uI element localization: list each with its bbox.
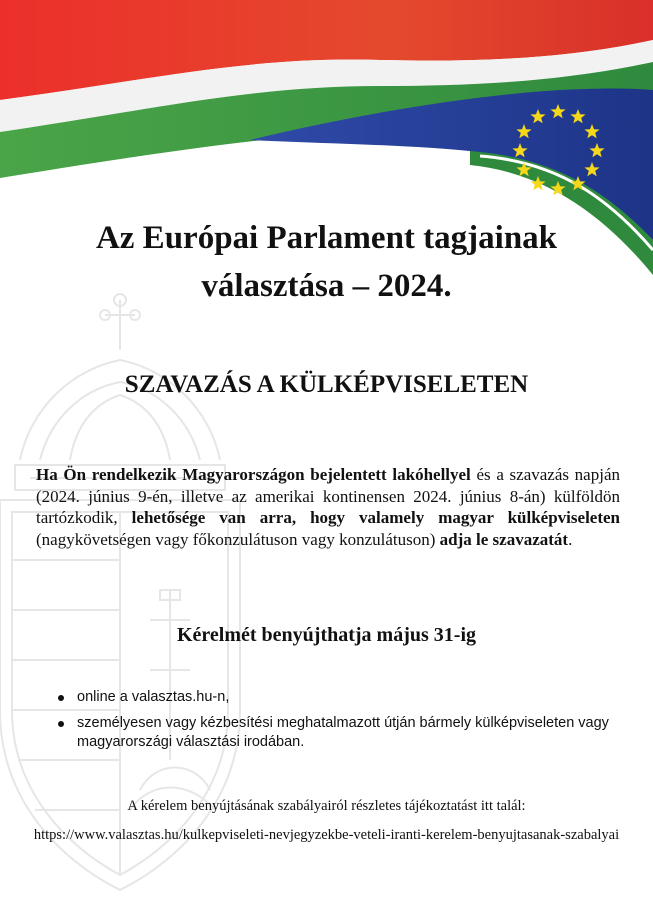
intro-bold-possibility: lehetősége van arra, hogy valamely magyar külképviseleten	[131, 508, 620, 527]
deadline-heading: Kérelmét benyújthatja május 31-ig	[176, 624, 477, 646]
bullet-icon	[58, 721, 64, 727]
page-subtitle: SZAVAZÁS A KÜLKÉPVISELETEN	[124, 371, 529, 398]
option-in-person: személyesen vagy kézbesítési meghatalmazott útján bármely külképviseleten vagy magyarországi választási irodában.	[77, 715, 609, 750]
title-line-1: Az Európai Parlament tagjainak	[95, 220, 558, 256]
intro-text-period: .	[568, 529, 573, 549]
info-text: A kérelem benyújtásának szabályairól részletes tájékoztatást itt talál:	[127, 798, 526, 814]
bullet-icon	[58, 695, 64, 701]
submission-options-list	[58, 688, 628, 759]
list-item	[58, 688, 628, 707]
option-online: online a valasztas.hu-n,	[77, 689, 230, 705]
intro-text-date: és a szavazás napján (2024. június 9-én, illetve az amerikai kontinensen 2024. június 8-án) külföldön tartózkodik,	[36, 465, 620, 527]
list-item	[58, 714, 628, 752]
info-url-link[interactable]: https://www.valasztas.hu/kulkepviseleti-nevjegyzekbe-veteli-iranti-kerelem-benyujtasanak-szabalyai	[33, 827, 620, 843]
intro-text-embassy: (nagykövetségen vagy főkonzulátuson vagy konzulátuson)	[36, 529, 440, 549]
intro-paragraph	[36, 464, 620, 550]
intro-bold-residence: Ha Ön rendelkezik Magyarországon bejelentett lakóhellyel	[36, 465, 471, 484]
intro-bold-vote: adja le szavazatát	[439, 529, 569, 549]
title-line-2: választása – 2024.	[201, 268, 452, 304]
page-title	[0, 214, 653, 310]
